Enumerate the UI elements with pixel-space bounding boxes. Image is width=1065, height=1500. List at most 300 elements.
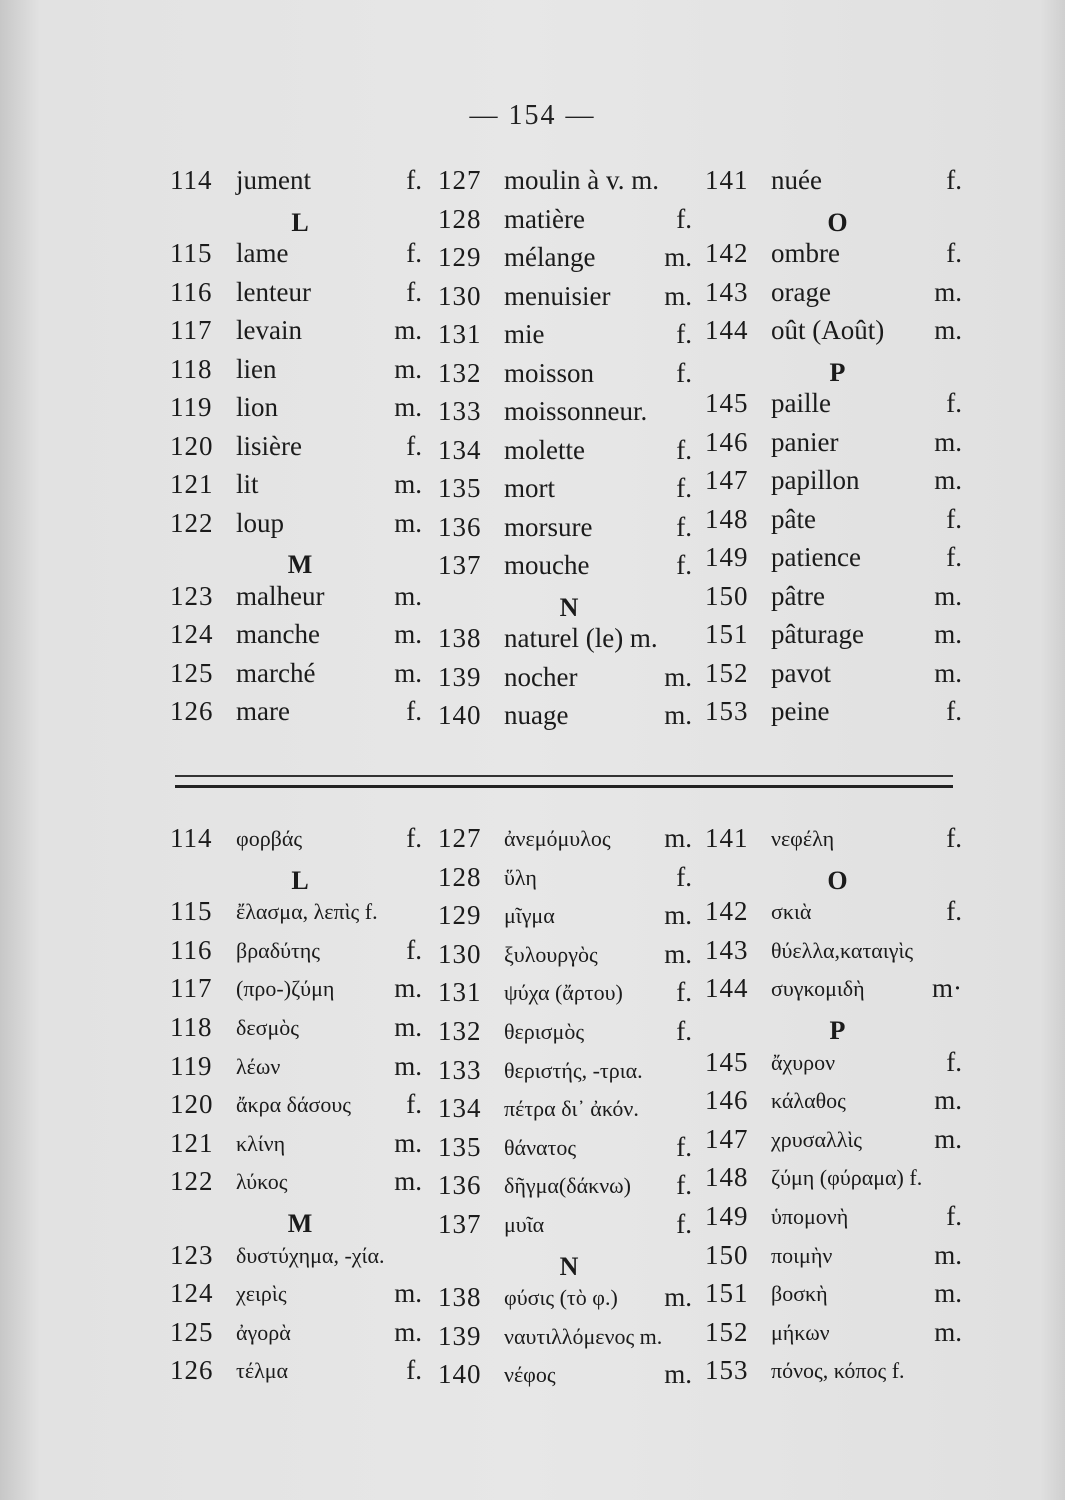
entry-gender: f.	[676, 511, 692, 542]
vocab-entry	[170, 1166, 430, 1205]
entry-word: marché	[236, 657, 316, 688]
entry-number: 131	[438, 319, 482, 349]
entry-gender: m.	[934, 1123, 962, 1154]
entry-gender: m.	[664, 1282, 692, 1313]
vocab-entry	[170, 165, 430, 204]
entry-number: 133	[438, 396, 482, 426]
entry-gender: m.	[934, 1316, 962, 1347]
entry-number: 138	[438, 623, 482, 653]
vocab-entry	[170, 696, 430, 735]
separator-thick-rule	[175, 785, 953, 788]
vocab-entry	[705, 315, 970, 354]
entry-word: lenteur	[236, 276, 311, 307]
vocab-entry	[438, 435, 700, 474]
vocab-entry	[705, 581, 970, 620]
entry-word: pâturage	[771, 619, 864, 649]
entry-number: 118	[170, 353, 213, 384]
entry-word: molette	[504, 434, 585, 465]
entry-number: 150	[705, 1239, 749, 1270]
entry-word: χειρὶς	[236, 1281, 287, 1307]
entry-word: moisson	[504, 357, 595, 388]
vocab-entry	[438, 165, 700, 204]
vocab-entry	[170, 1240, 430, 1279]
entry-gender: f.	[406, 165, 422, 195]
vocab-entry	[170, 1317, 430, 1356]
entry-number: 144	[705, 315, 749, 345]
entry-word: μυῖα	[504, 1211, 545, 1237]
entry-word: ombre	[771, 238, 840, 268]
entry-word: μῖγμα	[504, 903, 555, 929]
vocab-entry	[170, 1089, 430, 1128]
greek-column-1	[170, 823, 430, 1394]
entry-gender: m.	[664, 900, 692, 931]
vocab-entry	[438, 1321, 700, 1360]
entry-gender: m.	[664, 700, 692, 730]
entry-gender: m.	[394, 315, 422, 345]
entry-number: 139	[438, 1320, 482, 1351]
entry-word: moissonneur.	[504, 396, 648, 426]
entry-word: μήκων	[771, 1319, 830, 1345]
entry-word: peine	[771, 696, 830, 726]
vocab-entry	[170, 1128, 430, 1167]
entry-gender: f.	[676, 550, 692, 580]
entry-word: πέτρα δι᾽ ἀκόν.	[504, 1096, 639, 1122]
entry-word: mie	[504, 319, 545, 349]
vocab-entry	[705, 1201, 970, 1240]
entry-word: κλίνη	[236, 1130, 286, 1156]
entry-number: 139	[438, 661, 482, 692]
vocab-entry	[438, 281, 700, 320]
entry-number: 126	[170, 696, 214, 726]
vocab-entry	[170, 581, 430, 620]
entry-number: 119	[170, 392, 213, 422]
entry-number: 145	[705, 1046, 749, 1077]
section-letter: O	[827, 207, 848, 237]
vocab-entry	[438, 900, 700, 939]
entry-word: πόνος, κόπος f.	[771, 1358, 905, 1384]
entry-word: σκιὰ	[771, 899, 812, 925]
vocab-entry	[170, 469, 430, 508]
entry-gender: m.	[394, 1011, 422, 1042]
vocab-entry	[438, 1132, 700, 1171]
entry-number: 124	[170, 619, 214, 649]
vocab-entry	[705, 896, 970, 935]
entry-number: 122	[170, 1166, 214, 1197]
entry-word: θερισμὸς	[504, 1018, 585, 1044]
entry-word: θεριστής, -τρια.	[504, 1057, 643, 1083]
entry-gender: m.	[934, 1239, 962, 1270]
entry-number: 117	[170, 973, 213, 1004]
section-letter: M	[287, 1208, 313, 1238]
entry-number: 121	[170, 1127, 214, 1158]
section-letter: P	[829, 357, 846, 387]
entry-gender: m.	[394, 507, 422, 538]
vocab-entry	[705, 1124, 970, 1163]
entry-gender: m.	[664, 938, 692, 969]
entry-word: lion	[236, 392, 279, 422]
entry-word: naturel (le) m.	[504, 623, 658, 653]
entry-gender: f.	[406, 276, 422, 307]
vocab-entry	[438, 862, 700, 901]
entry-number: 129	[438, 242, 482, 272]
vocab-entry	[705, 238, 970, 277]
entry-gender: f.	[946, 542, 962, 572]
french-column-2	[438, 165, 700, 739]
vocab-entry	[170, 1355, 430, 1394]
entry-number: 116	[170, 934, 213, 965]
entry-number: 131	[438, 977, 482, 1008]
entry-word: θάνατος	[504, 1134, 577, 1160]
entry-gender: m.	[394, 1166, 422, 1197]
entry-number: 137	[438, 550, 482, 580]
entry-word: nuage	[504, 700, 569, 730]
vocab-entry	[438, 204, 700, 243]
entry-number: 128	[438, 203, 482, 234]
section-letter: N	[559, 592, 579, 622]
entry-gender: f.	[946, 823, 962, 853]
entry-number: 138	[438, 1282, 482, 1313]
entry-gender: f.	[946, 388, 962, 418]
entry-number: 124	[170, 1278, 214, 1309]
entry-gender: m.	[934, 1278, 962, 1309]
entry-number: 120	[170, 430, 214, 461]
entry-gender: m.	[934, 465, 962, 495]
entry-number: 128	[438, 861, 482, 892]
vocab-entry	[705, 1085, 970, 1124]
vocab-entry	[438, 1170, 700, 1209]
vocab-entry	[170, 1012, 430, 1051]
page-number: — 154 —	[469, 100, 596, 131]
entry-word: jument	[236, 165, 311, 195]
entry-gender: m.	[394, 973, 422, 1004]
entry-number: 142	[705, 896, 749, 927]
entry-number: 123	[170, 580, 214, 611]
entry-word: lisière	[236, 430, 302, 461]
entry-word: νεφέλη	[771, 826, 835, 851]
entry-number: 148	[705, 1162, 749, 1193]
entry-number: 147	[705, 1123, 749, 1154]
entry-gender: f.	[946, 1046, 962, 1077]
vocab-entry	[170, 392, 430, 431]
section-letter: L	[291, 865, 309, 895]
entry-number: 141	[705, 165, 749, 195]
entry-word: lit	[236, 469, 259, 499]
entry-number: 143	[705, 934, 749, 965]
vocab-entry	[438, 700, 700, 739]
entry-gender: m.	[664, 242, 692, 272]
entry-word: mouche	[504, 550, 590, 580]
entry-word: ξυλουργὸς	[504, 941, 598, 967]
entry-word: matière	[504, 203, 585, 234]
entry-word: manche	[236, 619, 320, 649]
vocab-entry	[170, 508, 430, 547]
entry-word: pâte	[771, 503, 816, 534]
vocab-entry	[705, 465, 970, 504]
entry-number: 152	[705, 657, 749, 688]
vocab-entry	[438, 939, 700, 978]
entry-gender: f.	[676, 1170, 692, 1201]
entry-word: papillon	[771, 465, 860, 495]
entry-gender: f.	[406, 1089, 422, 1120]
vocab-entry	[705, 619, 970, 658]
entry-word: θύελλα,καταιγὶς	[771, 937, 914, 963]
entry-number: 127	[438, 165, 482, 195]
vocab-entry	[438, 977, 700, 1016]
entry-gender: m.	[934, 619, 962, 649]
entry-number: 149	[705, 542, 749, 572]
entry-number: 149	[705, 1200, 749, 1231]
vocab-entry	[438, 512, 700, 551]
entry-number: 114	[170, 823, 213, 853]
entry-number: 117	[170, 315, 213, 345]
entry-number: 147	[705, 465, 749, 495]
vocab-entry	[170, 823, 430, 862]
entry-gender: m.	[394, 392, 422, 422]
entry-gender: m.	[394, 353, 422, 384]
entry-word: orage	[771, 276, 831, 307]
vocab-entry	[170, 315, 430, 354]
entry-number: 143	[705, 276, 749, 307]
vocab-entry	[705, 1355, 970, 1394]
entry-gender: m.	[394, 1050, 422, 1081]
vocab-entry	[705, 1240, 970, 1279]
vocab-entry	[438, 823, 700, 862]
entry-number: 130	[438, 938, 482, 969]
vocab-entry	[170, 1278, 430, 1317]
entry-gender: m.	[934, 1085, 962, 1116]
section-letter: L	[291, 207, 309, 237]
entry-gender: f.	[406, 430, 422, 461]
entry-word: ἄκρα δάσους	[236, 1092, 351, 1118]
entry-gender: m.	[934, 426, 962, 457]
entry-number: 146	[705, 1085, 749, 1116]
entry-gender: m.	[394, 1127, 422, 1158]
entry-gender: m.	[934, 315, 962, 345]
vocab-entry	[438, 550, 700, 589]
entry-gender: f.	[946, 896, 962, 927]
entry-word: lame	[236, 238, 289, 268]
vocab-entry	[170, 1051, 430, 1090]
vocab-entry	[705, 504, 970, 543]
greek-column-2	[438, 823, 700, 1398]
vocab-entry	[438, 1093, 700, 1132]
entry-word: τέλμα	[236, 1358, 289, 1384]
entry-word: ζύμη (φύραμα) f.	[771, 1165, 923, 1191]
entry-word: (προ-)ζύμη	[236, 976, 335, 1002]
entry-gender: f.	[676, 357, 692, 388]
entry-word: ναυτιλλόμενος m.	[504, 1323, 663, 1349]
entry-number: 152	[705, 1316, 749, 1347]
entry-number: 133	[438, 1054, 482, 1085]
entry-number: 127	[438, 823, 482, 853]
entry-gender: m.	[934, 276, 962, 307]
vocab-entry	[705, 1278, 970, 1317]
vocab-entry	[170, 935, 430, 974]
entry-gender: f.	[676, 473, 692, 503]
section-letter: M	[287, 550, 313, 579]
entry-number: 142	[705, 238, 749, 268]
entry-number: 136	[438, 511, 482, 542]
entry-number: 145	[705, 388, 749, 418]
entry-number: 115	[170, 896, 213, 927]
entry-gender: f.	[676, 1131, 692, 1162]
vocab-entry	[170, 973, 430, 1012]
entry-word: ἔλασμα, λεπὶς f.	[236, 899, 378, 925]
vocab-entry	[705, 427, 970, 466]
entry-number: 132	[438, 1015, 482, 1046]
entry-word: mare	[236, 696, 290, 726]
entry-word: panier	[771, 426, 839, 457]
entry-number: 137	[438, 1208, 482, 1239]
entry-word: κάλαθος	[771, 1088, 846, 1114]
entry-word: mort	[504, 473, 555, 503]
entry-word: mélange	[504, 242, 596, 272]
vocab-entry	[438, 396, 700, 435]
entry-word: nocher	[504, 661, 578, 692]
entry-number: 151	[705, 1278, 749, 1309]
entry-number: 146	[705, 426, 749, 457]
vocab-entry	[170, 354, 430, 393]
french-column-3	[705, 165, 970, 735]
entry-number: 122	[170, 507, 214, 538]
vocab-entry	[438, 242, 700, 281]
entry-word: συγκομιδὴ	[771, 976, 865, 1002]
entry-gender: m.	[934, 580, 962, 611]
entry-number: 135	[438, 473, 482, 503]
entry-word: pavot	[771, 657, 831, 688]
vocab-entry	[705, 696, 970, 735]
entry-word: loup	[236, 507, 285, 538]
entry-gender: m.	[394, 657, 422, 688]
section-letter: P	[829, 1015, 846, 1045]
entry-number: 116	[170, 276, 213, 307]
entry-word: φορβάς	[236, 826, 303, 851]
entry-number: 121	[170, 469, 214, 499]
vocab-entry	[170, 658, 430, 697]
entry-gender: m.	[664, 1359, 692, 1390]
vocab-entry	[438, 358, 700, 397]
entry-word: βραδύτης	[236, 937, 321, 963]
entry-word: malheur	[236, 580, 325, 611]
entry-word: βοσκὴ	[771, 1281, 828, 1307]
entry-gender: m.	[664, 661, 692, 692]
entry-number: 134	[438, 1093, 482, 1124]
vocab-entry	[170, 431, 430, 470]
vocab-entry	[438, 662, 700, 701]
vocab-entry	[705, 1162, 970, 1201]
entry-gender: m·	[932, 973, 962, 1004]
entry-number: 130	[438, 280, 482, 311]
entry-word: ψύχα (ἄρτου)	[504, 980, 623, 1006]
entry-number: 135	[438, 1131, 482, 1162]
entry-gender: f.	[946, 1200, 962, 1231]
entry-gender: m.	[664, 280, 692, 311]
entry-number: 141	[705, 823, 749, 853]
entry-word: λέων	[236, 1053, 281, 1079]
vocab-entry	[705, 165, 970, 204]
vocab-entry	[705, 973, 970, 1012]
vocab-entry	[705, 388, 970, 427]
vocab-entry	[438, 319, 700, 358]
entry-number: 134	[438, 434, 482, 465]
entry-number: 140	[438, 1359, 482, 1390]
vocab-entry	[705, 823, 970, 862]
entry-number: 126	[170, 1355, 214, 1386]
entry-word: χρυσαλλὶς	[771, 1126, 862, 1152]
vocab-entry	[170, 619, 430, 658]
separator-thin-rule	[175, 775, 953, 777]
entry-word: ποιμὴν	[771, 1242, 833, 1268]
vocab-entry	[438, 1359, 700, 1398]
section-letter: N	[559, 1251, 579, 1281]
entry-gender: m.	[394, 619, 422, 649]
entry-number: 125	[170, 657, 214, 688]
entry-word: menuisier	[504, 280, 611, 311]
entry-number: 115	[170, 238, 213, 268]
vocab-entry	[170, 896, 430, 935]
entry-word: pâtre	[771, 580, 825, 611]
entry-word: φύσις (τὸ φ.)	[504, 1285, 618, 1311]
entry-gender: f.	[406, 823, 422, 853]
entry-word: patience	[771, 542, 861, 572]
entry-word: δεσμὸς	[236, 1014, 299, 1040]
vocab-entry	[438, 623, 700, 662]
entry-gender: m.	[394, 580, 422, 611]
entry-gender: f.	[676, 1015, 692, 1046]
entry-word: νέφος	[504, 1362, 556, 1388]
entry-word: levain	[236, 315, 302, 345]
vocab-entry	[170, 277, 430, 316]
vocab-entry	[438, 1209, 700, 1248]
entry-number: 136	[438, 1170, 482, 1201]
entry-gender: f.	[676, 977, 692, 1008]
entry-word: nuée	[771, 165, 822, 195]
french-column-1	[170, 165, 430, 735]
entry-gender: f.	[406, 934, 422, 965]
entry-number: 153	[705, 696, 749, 726]
entry-number: 120	[170, 1089, 214, 1120]
vocab-entry	[705, 1317, 970, 1356]
entry-gender: f.	[406, 238, 422, 268]
entry-word: moulin à v. m.	[504, 165, 659, 195]
vocab-entry	[438, 1055, 700, 1094]
entry-gender: f.	[676, 861, 692, 892]
entry-word: ἀγορὰ	[236, 1319, 291, 1345]
entry-number: 123	[170, 1239, 214, 1270]
entry-number: 125	[170, 1316, 214, 1347]
entry-gender: f.	[946, 696, 962, 726]
vocab-entry	[705, 542, 970, 581]
entry-gender: m.	[394, 1278, 422, 1309]
entry-word: oût (Août)	[771, 315, 885, 345]
entry-word: ἄχυρον	[771, 1049, 836, 1075]
vocab-entry	[438, 473, 700, 512]
vocab-entry	[170, 238, 430, 277]
entry-word: ὕλη	[504, 864, 537, 890]
section-letter: O	[827, 865, 848, 895]
entry-gender: f.	[946, 503, 962, 534]
entry-gender: f.	[406, 1355, 422, 1386]
greek-column-3	[705, 823, 970, 1394]
entry-word: lien	[236, 353, 277, 384]
vocab-entry	[705, 1047, 970, 1086]
entry-number: 129	[438, 900, 482, 931]
entry-gender: f.	[676, 1208, 692, 1239]
entry-number: 151	[705, 619, 749, 649]
entry-number: 114	[170, 165, 213, 195]
entry-word: morsure	[504, 511, 593, 542]
entry-gender: f.	[676, 319, 692, 349]
